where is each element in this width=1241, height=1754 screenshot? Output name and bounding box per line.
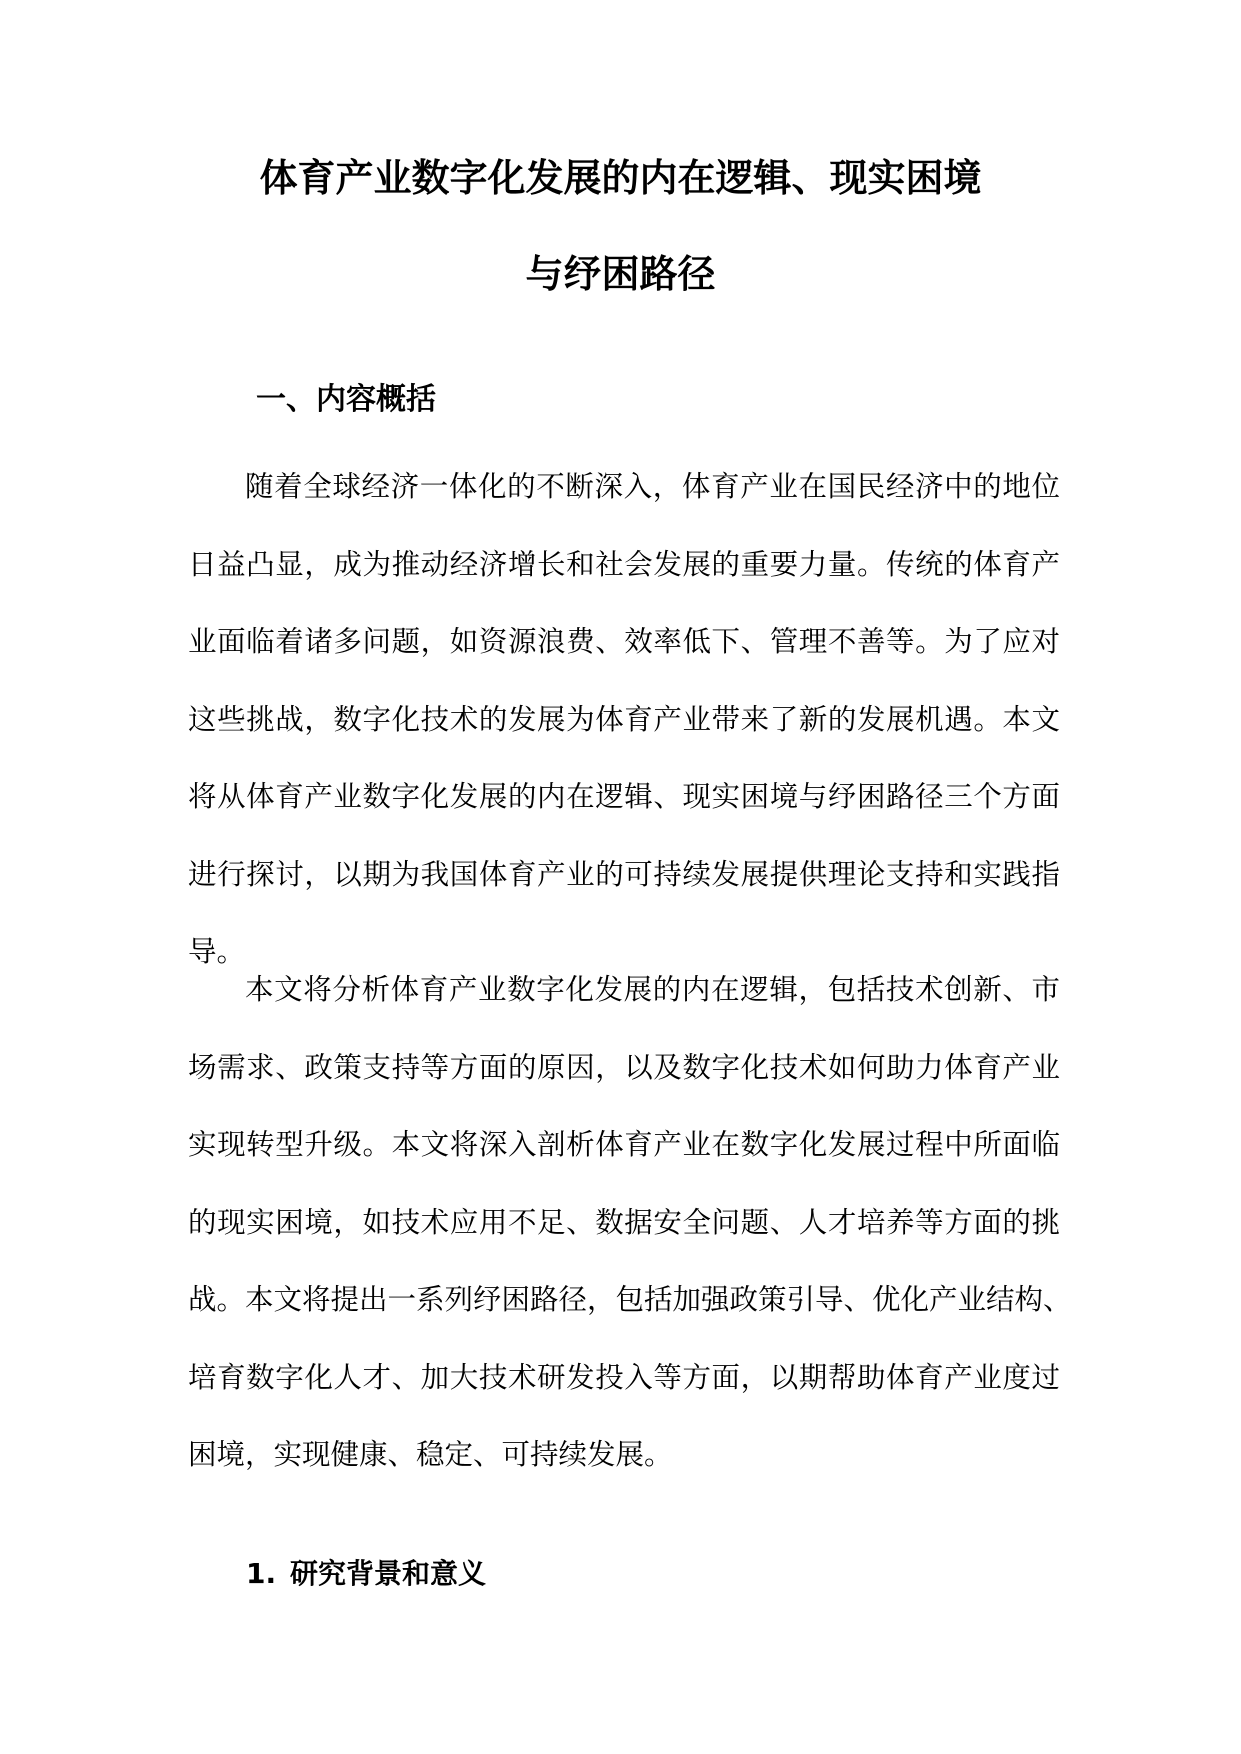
body-paragraph-1 [188, 448, 1060, 991]
document-title-line-1: 体育产业数字化发展的内在逻辑、现实困境 [259, 156, 982, 200]
paragraph-line: 将从体育产业数字化发展的内在逻辑、现实困境与纾困路径三个方面 [188, 780, 1060, 813]
subsection-heading [246, 1552, 486, 1596]
body-paragraph-2 [188, 951, 1072, 1494]
paragraph-line: 导。 [188, 935, 246, 968]
paragraph-line: 战。本文将提出一系列纾困路径，包括加强政策引导、优化产业结构、 [188, 1283, 1072, 1316]
paragraph-line: 日益凸显，成为推动经济增长和社会发展的重要力量。传统的体育产 [188, 547, 1060, 581]
paragraph-line: 业面临着诸多问题，如资源浪费、效率低下、管理不善等。为了应对 [188, 625, 1060, 658]
paragraph-line: 这些挑战，数字化技术的发展为体育产业带来了新的发展机遇。本文 [188, 702, 1060, 736]
paragraph-line: 本文将分析体育产业数字化发展的内在逻辑，包括技术创新、市 [245, 973, 1060, 1006]
paragraph-line: 的现实困境，如技术应用不足、数据安全问题、人才培养等方面的挑 [188, 1205, 1060, 1239]
subsection-title: 研究背景和意义 [290, 1557, 487, 1590]
paragraph-line: 实现转型升级。本文将深入剖析体育产业在数字化发展过程中所面临 [188, 1128, 1060, 1161]
paragraph-line: 培育数字化人才、加大技术研发投入等方面，以期帮助体育产业度过 [188, 1360, 1060, 1394]
paragraph-line: 随着全球经济一体化的不断深入，体育产业在国民经济中的地位 [245, 470, 1060, 503]
paragraph-line: 进行探讨，以期为我国体育产业的可持续发展提供理论支持和实践指 [188, 857, 1060, 891]
paragraph-line: 场需求、政策支持等方面的原因，以及数字化技术如何助力体育产业 [188, 1050, 1060, 1084]
paragraph-line: 困境，实现健康、稳定、可持续发展。 [188, 1438, 673, 1471]
subsection-number: 1. [246, 1557, 277, 1590]
document-title-line-2: 与纾困路径 [525, 252, 716, 296]
section-heading: 一、内容概括 [256, 382, 436, 417]
